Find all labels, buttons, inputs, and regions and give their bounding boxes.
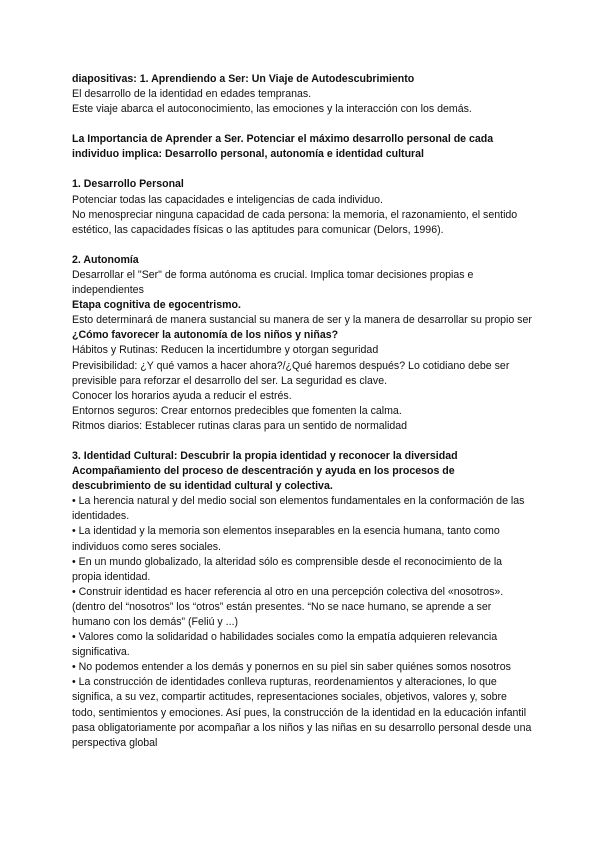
spacer [72,238,532,253]
section-1-line-2: No menospreciar ninguna capacidad de cada persona: la memoria, el razonamiento, el sentido estético, las capacidades físicas o las aptitudes para comunicar (Delors, 1996). [72,208,518,236]
section-2-line-1: Desarrollar el "Ser" de forma autónoma es crucial. Implica tomar decisiones propias e independientes [72,268,474,297]
section-3-subheading: Acompañamiento del proceso de descentración y ayuda en los procesos de descubrimiento de su identidad cultural y colectiva. [72,465,455,493]
section-2-heading: 2. Autonomía [72,253,139,266]
section-2-line-5: Conocer los horarios ayuda a reducir el estrés. [72,389,292,402]
spacer [72,434,532,449]
spacer [72,162,532,177]
section-2-line-6: Entornos seguros: Crear entornos predecibles que fomenten la calma. [72,404,402,417]
section-2-line-2: Esto determinará de manera sustancial su manera de ser y la manera de desarrollar su propio ser [72,314,532,327]
intro-line-1: El desarrollo de la identidad en edades tempranas. [72,88,312,101]
section-2-line-3: Hábitos y Rutinas: Reducen la incertidumbre y otorgan seguridad [72,344,379,357]
bullet-item: • No podemos entender a los demás y ponernos en su piel sin saber quiénes somos nosotros [72,661,511,674]
bullet-item: • En un mundo globalizado, la alteridad sólo es comprensible desde el reconocimiento de la propia identidad. [72,555,503,583]
section-1-line-1: Potenciar todas las capacidades e inteligencias de cada individuo. [72,193,383,206]
importance-heading: La Importancia de Aprender a Ser. Potenciar el máximo desarrollo personal de cada individuo implica: Desarrollo personal, autonomía e identidad cultural [72,133,494,161]
bullet-item: • Construir identidad es hacer referencia al otro en una percepción colectiva del «nosotros». (dentro del “nosotros” los “otros” están presentes. “No se nace humano, se aprende a ser humano con los demás” (Feliú y ...) [72,585,504,628]
intro-line-2: Este viaje abarca el autoconocimiento, las emociones y la interacción con los demás. [72,103,472,116]
spacer [72,117,532,132]
section-1-heading: 1. Desarrollo Personal [72,178,184,191]
intro-heading: diapositivas: 1. Aprendiendo a Ser: Un Viaje de Autodescubrimiento [72,73,415,85]
section-3-heading: 3. Identidad Cultural: Descubrir la propia identidad y reconocer la diversidad [72,449,458,462]
bullet-item: • La construcción de identidades conlleva rupturas, reordenamientos y alteraciones, lo que significa, a su vez, compartir actitudes, representaciones sociales, objetivos, valores y, sobre todo, sentimientos y emociones. Así pues, la construcción de la identidad en la educación infantil pasa obligatoriamente por acompañar a los niños y las niñas en su desarrollo personal desde una perspectiva global [72,676,532,749]
section-2-line-4: Previsibilidad: ¿Y qué vamos a hacer ahora?/¿Qué haremos después? Lo cotidiano debe ser previsible para reforzar el desarrollo del ser. La seguridad es clave. [72,359,510,387]
bullet-item: • La herencia natural y del medio social son elementos fundamentales en la conformación de las identidades. [72,495,525,523]
bullet-item: • Valores como la solidaridad o habilidades sociales como la empatía adquieren relevancia significativa. [72,631,498,659]
section-2-subheading-1: Etapa cognitiva de egocentrismo. [72,299,241,312]
section-2-line-7: Ritmos diarios: Establecer rutinas claras para un sentido de normalidad [72,419,408,432]
bullet-item: • La identidad y la memoria son elementos inseparables en la esencia humana, tanto como individuos como seres sociales. [72,525,500,553]
section-2-subheading-2: ¿Cómo favorecer la autonomía de los niños y niñas? [72,329,339,342]
document-page [72,72,532,751]
